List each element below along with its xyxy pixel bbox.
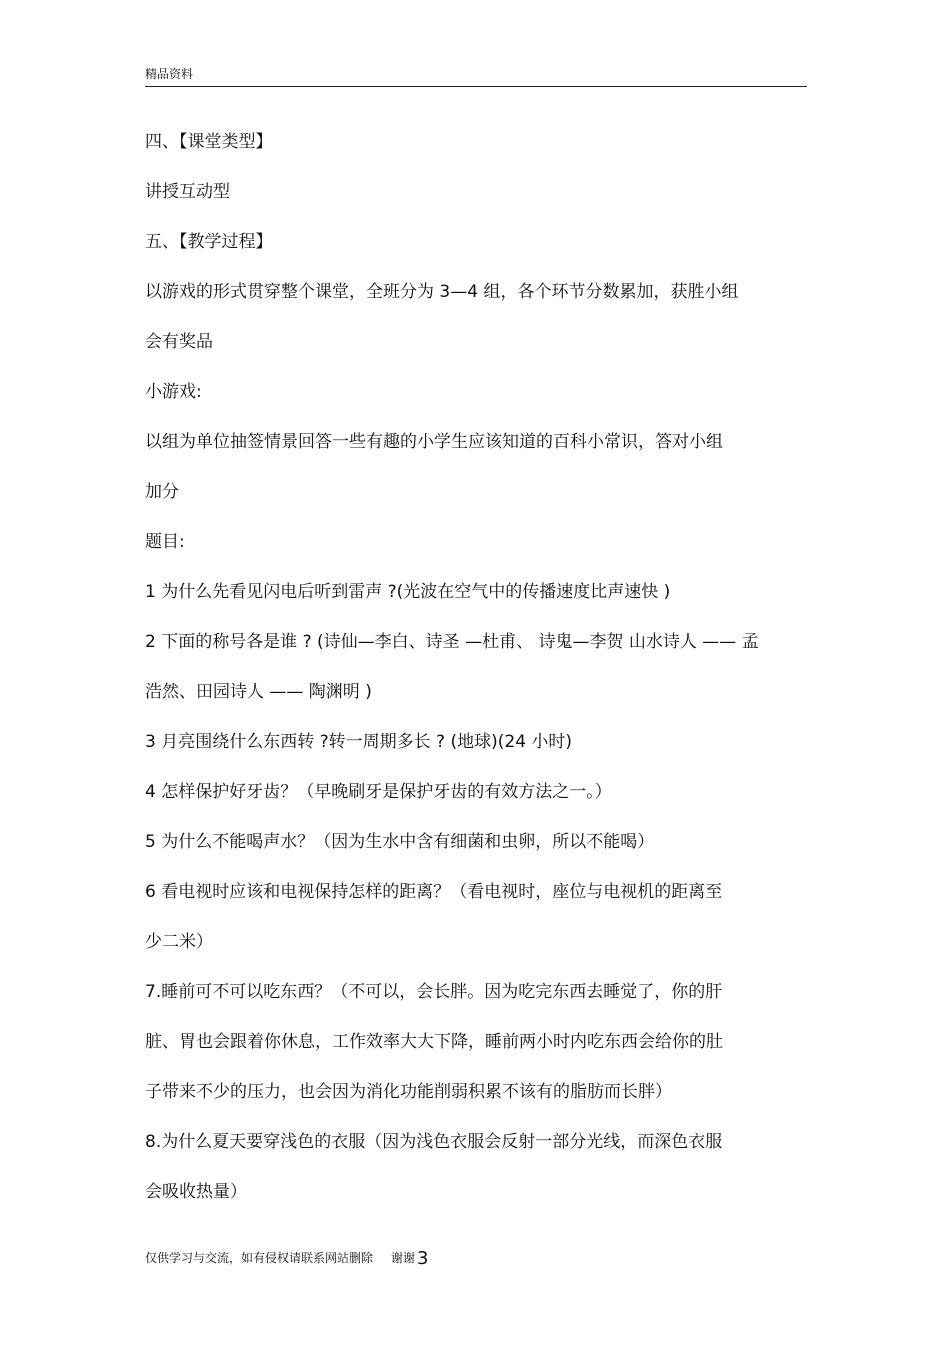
question-line: 3 月亮围绕什么东西转 ?转一周期多长 ? (地球)(24 小时) [145, 732, 573, 752]
text-line: 讲授互动型 [145, 182, 230, 202]
question-line: 脏、胃也会跟着你休息，工作效率大大下降，睡前两小时内吃东西会给你的肚 [145, 1032, 723, 1052]
text-line: 加分 [145, 482, 179, 502]
page-number: 3 [417, 1248, 429, 1269]
page-header [145, 66, 807, 87]
question-line: 8.为什么夏天要穿浅色的衣服（因为浅色衣服会反射一部分光线，而深色衣服 [145, 1132, 723, 1152]
question-line: 浩然、田园诗人 —— 陶渊明 ) [145, 682, 372, 702]
page-footer [145, 1248, 428, 1269]
section-heading-class-type: 四、【课堂类型】 [145, 132, 273, 152]
text-line: 会有奖品 [145, 332, 213, 352]
footer-thanks: 谢谢 [391, 1251, 416, 1265]
text-line: 题目: [145, 532, 185, 552]
footer-notice: 仅供学习与交流，如有侵权请联系网站删除 [145, 1251, 374, 1265]
text-line: 以组为单位抽签情景回答一些有趣的小学生应该知道的百科小常识，答对小组 [145, 432, 723, 452]
question-line: 少二米） [145, 932, 213, 952]
section-heading-teaching-process: 五、【教学过程】 [145, 232, 273, 252]
header-label: 精品资料 [145, 67, 194, 81]
question-line: 5 为什么不能喝声水？（因为生水中含有细菌和虫卵，所以不能喝） [145, 832, 655, 852]
question-line: 会吸收热量） [145, 1182, 247, 1202]
text-line: 小游戏: [145, 382, 202, 402]
question-line: 子带来不少的压力，也会因为消化功能削弱积累不该有的脂肪而长胖） [145, 1082, 672, 1102]
text-line: 以游戏的形式贯穿整个课堂，全班分为 3—4 组，各个环节分数累加，获胜小组 [145, 282, 739, 302]
question-line: 6 看电视时应该和电视保持怎样的距离？（看电视时，座位与电视机的距离至 [145, 882, 723, 902]
question-line: 1 为什么先看见闪电后听到雷声 ?(光波在空气中的传播速度比声速快 ) [145, 582, 671, 602]
question-line: 7.睡前可不可以吃东西？（不可以，会长胖。因为吃完东西去睡觉了，你的肝 [145, 982, 723, 1002]
question-line: 4 怎样保护好牙齿？（早晚刷牙是保护牙齿的有效方法之一。） [145, 782, 612, 802]
question-line: 2 下面的称号各是谁 ? (诗仙—李白、诗圣 —杜甫、 诗鬼—李贺 山水诗人 —— 孟 [145, 632, 759, 652]
